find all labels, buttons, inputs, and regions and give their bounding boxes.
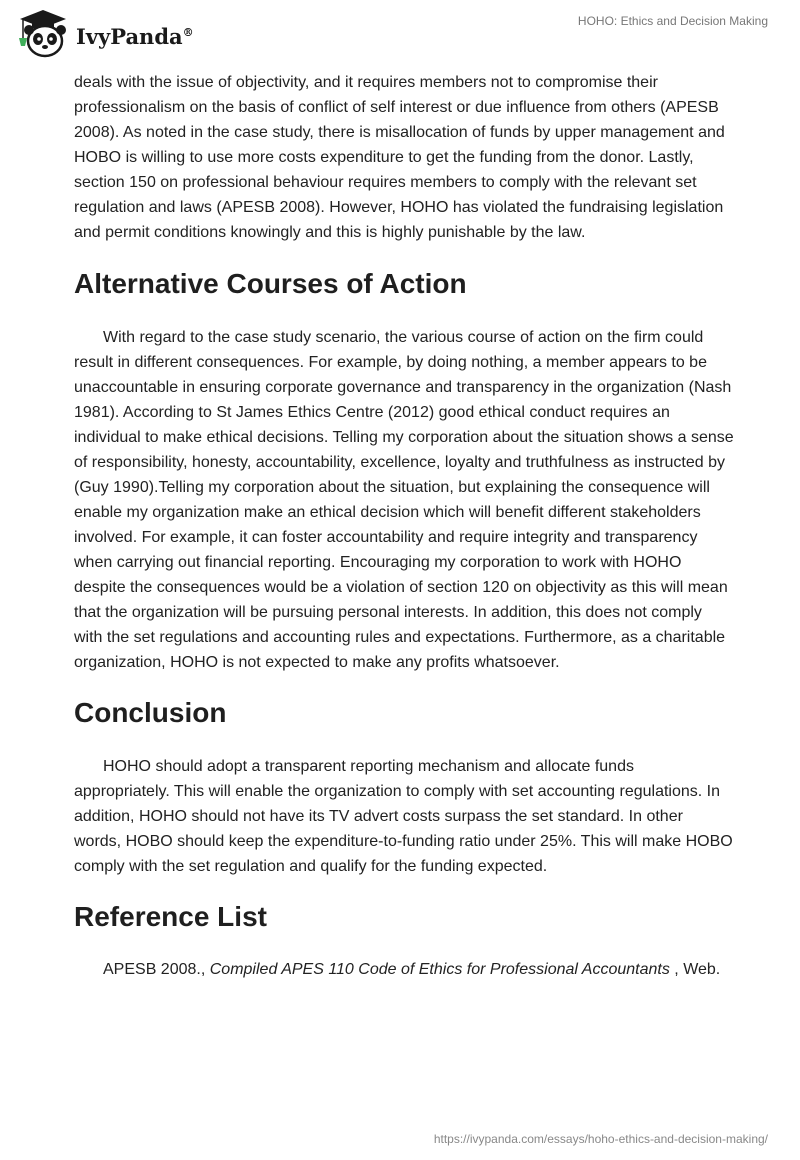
essay-content xyxy=(74,70,734,982)
reference-entry xyxy=(74,957,734,982)
document-title: HOHO: Ethics and Decision Making xyxy=(577,14,768,28)
brand-logo[interactable] xyxy=(14,8,194,60)
brand-name: IvyPanda® xyxy=(76,23,194,49)
panda-graduate-icon xyxy=(14,8,72,60)
reference-suffix: , Web. xyxy=(674,961,721,978)
source-url[interactable]: https://ivypanda.com/essays/hoho-ethics-and-decision-making/ xyxy=(433,1132,768,1146)
heading-alternative-courses: Alternative Courses of Action xyxy=(74,268,467,299)
conclusion-paragraph: HOHO should adopt a transparent reporting mechanism and allocate funds appropriately. This will enable the organization to comply with set accounting regulations. In addition, HOHO should not have its TV advert costs surpass the set standard. In other words, HOBO should keep the expenditure-to-funding ratio under 25%. This will make HOBO comply with the set regulation and qualify for the funding expected. xyxy=(74,758,733,875)
page-header xyxy=(0,0,800,70)
alternatives-paragraph: With regard to the case study scenario, the various course of action on the firm could result in different consequences. For example, by doing nothing, a member appears to be unaccountable in ensuring corporate governance and transparency in the organization (Nash 1981). According to St James Ethics Centre (2012) good ethical conduct requires an individual to make ethical decisions. Telling my corporation about the situation shows a sense of responsibility, honesty, accountability, excellence, loyalty and truthfulness as instructed by (Guy 1990).Telling my corporation about the situation, but explaining the consequence will enable my organization make an ethical decision which will benefit different stakeholders involved. For example, it can foster accountability and require integrity and transparency when carrying out financial reporting. Encouraging my corporation to work with HOHO despite the consequences would be a violation of section 120 on objectivity as this will mean that the organization will be pursuing personal interests. In addition, this does not comply with the set regulations and accounting rules and expectations. Furthermore, as a charitable organization, HOHO is not expected to make any profits whatsoever. xyxy=(74,329,734,671)
heading-reference-list: Reference List xyxy=(74,901,267,932)
reference-title: Compiled APES 110 Code of Ethics for Professional Accountants xyxy=(209,961,670,978)
reference-author: APESB 2008., xyxy=(103,961,206,978)
heading-conclusion: Conclusion xyxy=(74,697,227,728)
intro-paragraph: deals with the issue of objectivity, and it requires members not to compromise their professionalism on the basis of conflict of self interest or due influence from others (APESB 2008). As noted in the case study, there is misallocation of funds by upper management and HOBO is willing to use more costs expenditure to get the funding from the donor. Lastly, section 150 on professional behaviour requires members to comply with the relevant set regulation and laws (APESB 2008). However, HOHO has violated the fundraising legislation and permit conditions knowingly and this is highly punishable by the law. xyxy=(74,74,725,241)
